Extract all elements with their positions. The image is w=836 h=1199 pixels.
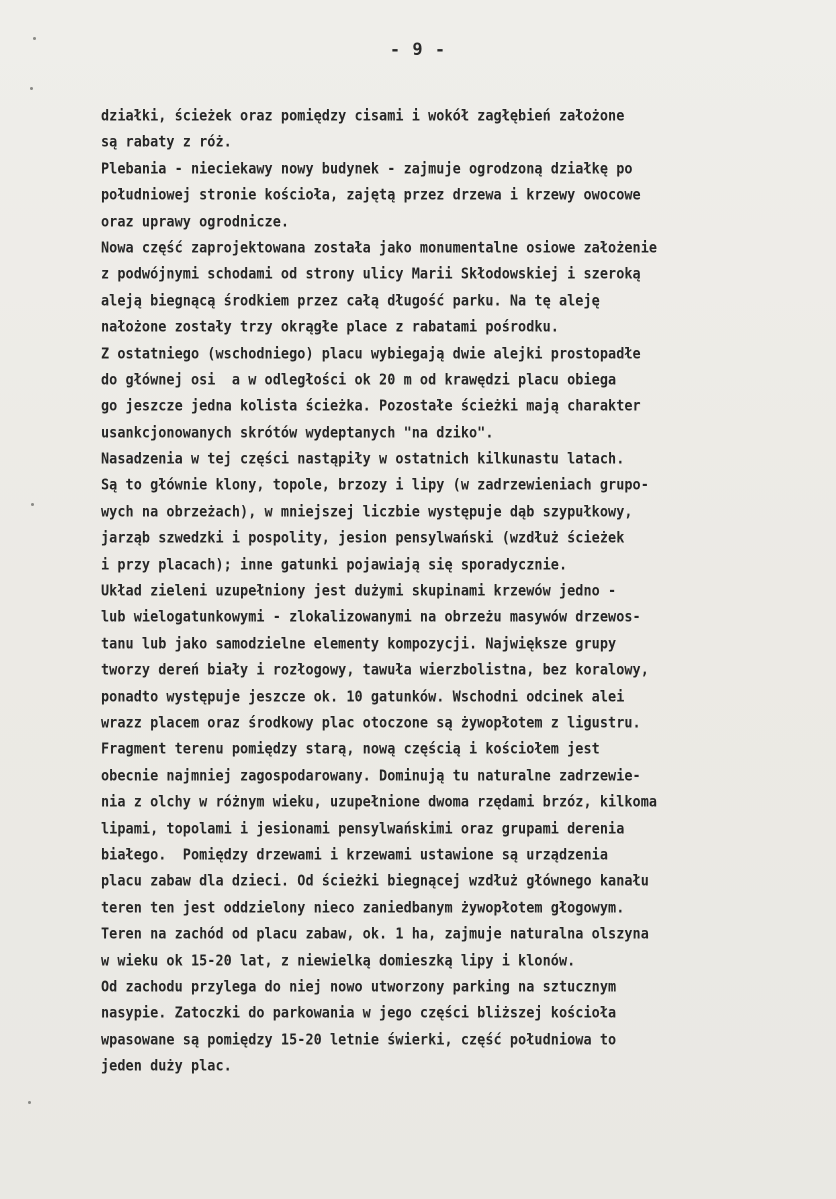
text-line: są rabaty z róż. <box>101 133 232 152</box>
text-line: tanu lub jako samodzielne elementy kompozycji. Największe grupy <box>101 634 617 653</box>
text-line: Nowa część zaprojektowana została jako monumentalne osiowe założenie <box>101 238 658 257</box>
text-line: działki, ścieżek oraz pomiędzy cisami i wokół zagłębień założone <box>101 107 625 125</box>
text-line: wpasowane są pomiędzy 15-20 letnie świerki, część południowa to <box>101 1030 617 1049</box>
text-line: wych na obrzeżach), w mniejszej liczbie występuje dąb szypułkowy, <box>101 502 633 521</box>
text-line: oraz uprawy ogrodnicze. <box>101 212 290 231</box>
text-line: usankcjonowanych skrótów wydeptanych "na dziko". <box>101 423 494 442</box>
text-line: Od zachodu przylega do niej nowo utworzony parking na sztucznym <box>101 977 617 996</box>
text-line: do głównej osi a w odległości ok 20 m od krawędzi placu obiega <box>101 370 617 389</box>
text-line: Fragment terenu pomiędzy starą, nową częścią i kościołem jest <box>101 740 600 759</box>
margin-mark <box>30 87 33 90</box>
text-line: lipami, topolami i jesionami pensylwańskimi oraz grupami derenia <box>101 819 625 838</box>
text-line: nia z olchy w różnym wieku, uzupełnione dwoma rzędami brzóz, kilkoma <box>101 793 658 812</box>
text-line: Z ostatniego (wschodniego) placu wybiegają dwie alejki prostopadłe <box>101 344 641 363</box>
text-line: i przy placach); inne gatunki pojawiają się sporadycznie. <box>101 555 568 574</box>
typed-text-body <box>101 103 821 1079</box>
text-line: placu zabaw dla dzieci. Od ścieżki biegnącej wzdłuż głównego kanału <box>101 872 649 891</box>
text-line: południowej stronie kościoła, zajętą przez drzewa i krzewy owocowe <box>101 186 641 205</box>
text-line: ponadto występuje jeszcze ok. 10 gatunków. Wschodni odcinek alei <box>101 687 625 706</box>
page-number: - 9 - <box>389 40 447 60</box>
text-line: Plebania - nieciekawy nowy budynek - zajmuje ogrodzoną działkę po <box>101 159 633 178</box>
margin-mark <box>31 503 34 506</box>
text-line: w wieku ok 15-20 lat, z niewielką domieszką lipy i klonów. <box>101 951 576 970</box>
text-line: Teren na zachód od placu zabaw, ok. 1 ha, zajmuje naturalna olszyna <box>101 925 649 944</box>
text-line: tworzy dereń biały i rozłogowy, tawuła wierzbolistna, bez koralowy, <box>101 661 649 680</box>
text-line: Układ zieleni uzupełniony jest dużymi skupinami krzewów jedno - <box>101 582 617 600</box>
text-line: obecnie najmniej zagospodarowany. Dominują tu naturalne zadrzewie- <box>101 766 641 785</box>
text-line: teren ten jest oddzielony nieco zaniedbanym żywopłotem głogowym. <box>101 898 625 917</box>
text-line: aleją biegnącą środkiem przez całą długość parku. Na tę aleję <box>101 291 600 310</box>
text-line: z podwójnymi schodami od strony ulicy Marii Skłodowskiej i szeroką <box>101 265 641 284</box>
text-line: lub wielogatunkowymi - zlokalizowanymi na obrzeżu masywów drzewos- <box>101 608 641 627</box>
margin-mark <box>28 1101 31 1104</box>
text-line: jeden duży plac. <box>101 1057 232 1075</box>
text-line: nałożone zostały trzy okrągłe place z rabatami pośrodku. <box>101 318 559 337</box>
text-line: białego. Pomiędzy drzewami i krzewami ustawione są urządzenia <box>101 845 609 864</box>
text-line: go jeszcze jedna kolista ścieżka. Pozostałe ścieżki mają charakter <box>101 397 641 416</box>
text-line: jarząb szwedzki i pospolity, jesion pensylwański (wzdłuż ścieżek <box>101 529 625 548</box>
text-line: Są to głównie klony, topole, brzozy i lipy (w zadrzewieniach grupo- <box>101 476 649 495</box>
text-line: wrazz placem oraz środkowy plac otoczone są żywopłotem z ligustru. <box>101 714 641 732</box>
text-line: nasypie. Zatoczki do parkowania w jego części bliższej kościoła <box>101 1004 617 1023</box>
text-line: Nasadzenia w tej części nastąpiły w ostatnich kilkunastu latach. <box>101 450 625 469</box>
